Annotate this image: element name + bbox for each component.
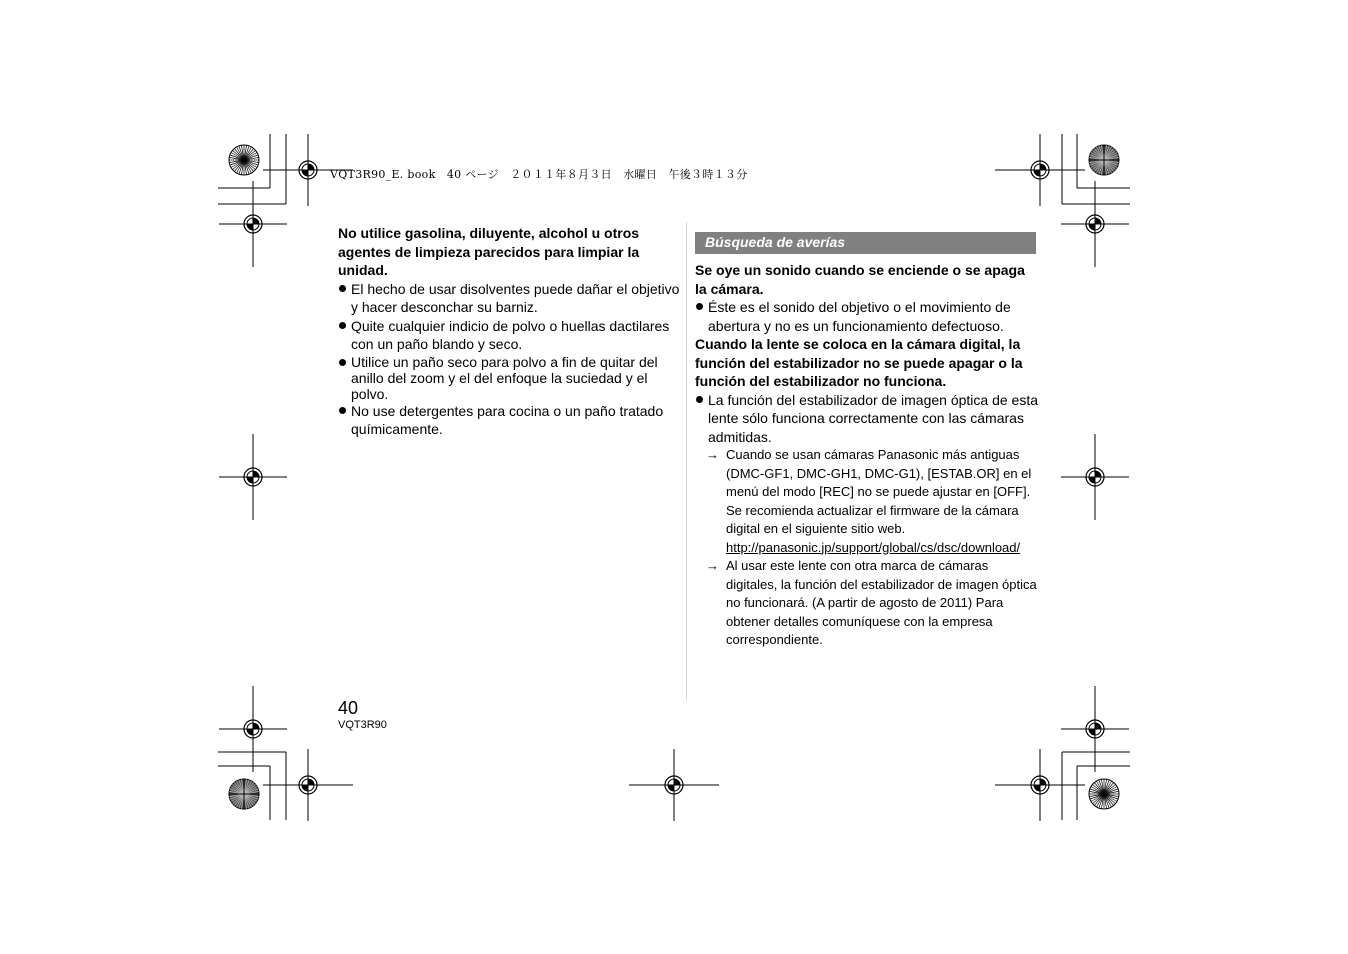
registration-mark-icon: [1061, 434, 1129, 520]
registration-mark-icon: [1061, 181, 1129, 267]
page-number: 40: [338, 698, 359, 718]
list-item: Utilice un paño seco para polvo a fin de quitar del anillo del zoom y el del enfoque la suciedad y el polvo.: [338, 354, 680, 402]
list-item: El hecho de usar disolventes puede dañar el objetivo y hacer desconchar su barniz.: [338, 280, 680, 317]
book-header-line: VQT3R90_E. book 40 ページ ２０１１年８月３日 水曜日 午後３時１３分: [330, 168, 748, 181]
registration-mark-icon: [219, 181, 287, 267]
registration-mark-icon: [219, 434, 287, 520]
question-2: Cuando la lente se coloca en la cámara digital, la función del estabilizador no se puede apagar o la función del estabilizador no funciona.: [695, 336, 1023, 389]
registration-mark-icon: [1061, 686, 1129, 772]
color-target-icon: [229, 779, 259, 809]
model-code: VQT3R90: [338, 719, 387, 731]
column-divider: [686, 222, 687, 700]
arrow-right-icon: →: [706, 558, 719, 573]
color-target-icon: [229, 145, 259, 175]
firmware-download-link[interactable]: http://panasonic.jp/support/global/cs/dsc/download/: [726, 539, 1021, 555]
list-item: No use detergentes para cocina o un paño tratado químicamente.: [338, 402, 680, 439]
color-target-icon: [1089, 779, 1119, 809]
answer-2: La función del estabilizador de imagen óptica de esta lente sólo funciona correctamente con las cámaras admitidas.: [695, 391, 1040, 447]
answer-1: Éste es el sonido del objetivo o el movimiento de abertura y no es un funcionamiento defectuoso.: [695, 298, 1040, 335]
list-item: Quite cualquier indicio de polvo o huellas dactilares con un paño blando y seco.: [338, 317, 680, 354]
left-column: [338, 224, 680, 439]
registration-mark-icon: [629, 749, 719, 821]
registration-mark-icon: [995, 134, 1085, 206]
note-1-text: Cuando se usan cámaras Panasonic más antiguas (DMC-GF1, DMC-GH1, DMC-G1), [ESTAB.OR] en el menú del modo [REC] no se puede ajustar en [OFF]. Se recomienda actualizar el firmware de la cámara digital en el siguiente sitio web.: [726, 447, 1032, 536]
troubleshooting-section-title: Búsqueda de averías: [695, 232, 1036, 254]
note-1: [695, 446, 1040, 557]
registration-mark-icon: [263, 749, 353, 821]
registration-mark-icon: [219, 686, 287, 772]
question-1: Se oye un sonido cuando se enciende o se apaga la cámara.: [695, 262, 1025, 297]
right-column: [695, 232, 1040, 650]
registration-mark-icon: [995, 749, 1085, 821]
cleaning-warning-heading: No utilice gasolina, diluyente, alcohol u otros agentes de limpieza parecidos para limpiar la unidad.: [338, 225, 640, 278]
note-2-text: Al usar este lente con otra marca de cámaras digitales, la función del estabilizador de imagen óptica no funcionará. (A partir de agosto de 2011) Para obtener detalles comuníquese con la empresa correspondiente.: [726, 558, 1037, 647]
color-target-icon: [1089, 145, 1119, 175]
note-2: [695, 557, 1040, 650]
arrow-right-icon: →: [706, 447, 719, 462]
